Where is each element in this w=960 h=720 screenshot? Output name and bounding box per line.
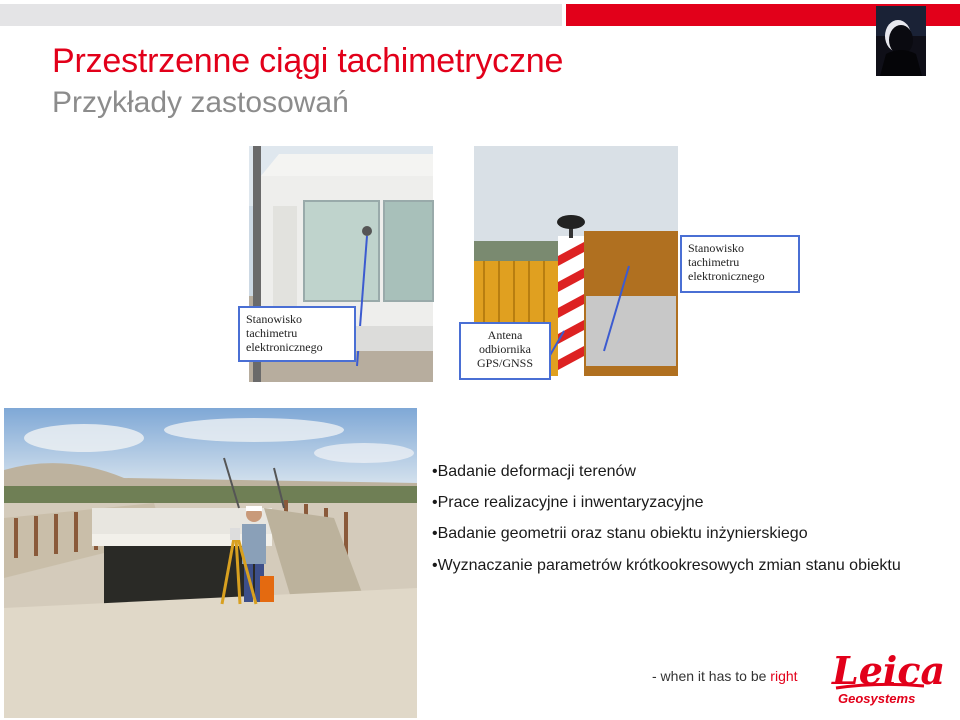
tagline-prefix: - when it has to be (652, 668, 771, 684)
bullet-item: •Prace realizacyjne i inwentaryzacyjne (432, 494, 704, 511)
page-title: Przestrzenne ciągi tachimetryczne (52, 42, 564, 80)
callout-line: Stanowisko (246, 312, 303, 326)
logo-word: Leica (832, 648, 946, 693)
callout-line: tachimetru (688, 255, 740, 269)
leica-logo (828, 640, 946, 708)
station-callout (680, 235, 800, 293)
bullet-item: •Badanie deformacji terenów (432, 463, 636, 480)
antenna-callout (459, 322, 551, 380)
tagline-accent: right (770, 668, 798, 684)
callout-line: elektronicznego (246, 340, 323, 354)
page-subtitle: Przykłady zastosowań (52, 86, 349, 119)
bullet-list (432, 462, 932, 587)
brand-tagline (652, 668, 798, 684)
booth-callout (238, 306, 356, 362)
callout-line: Antena (487, 328, 523, 342)
corner-silhouette-photo (876, 6, 926, 76)
callout-line: Stanowisko (688, 241, 745, 255)
callout-line: odbiornika (479, 342, 531, 356)
bullet-item: •Wyznaczanie parametrów krótkookresowych zmian stanu obiektu (432, 557, 901, 574)
bullet-item: •Badanie geometrii oraz stanu obiektu inżynierskiego (432, 525, 808, 542)
header-bar-gray (0, 4, 562, 26)
callout-line: GPS/GNSS (476, 356, 534, 370)
logo-sub: Geosystems (838, 691, 916, 706)
construction-site-photo (4, 408, 417, 718)
callout-line: elektronicznego (688, 269, 765, 283)
callout-line: tachimetru (246, 326, 298, 340)
